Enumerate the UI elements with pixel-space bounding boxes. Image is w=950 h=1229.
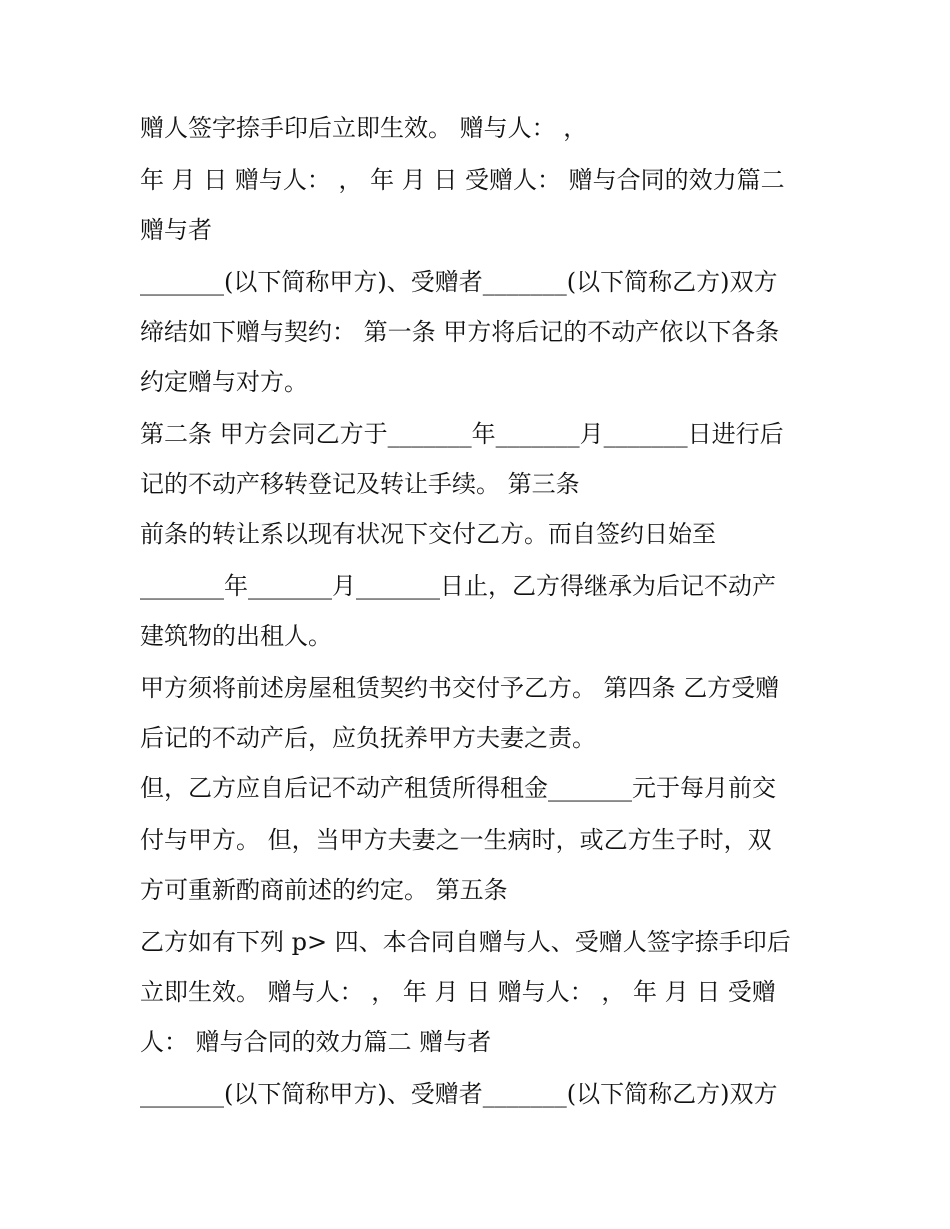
text-line-17: 乙方如有下列 p> 四、本合同自赠与人、受赠人签字捺手印后: [140, 928, 791, 956]
text-line-8: 记的不动产移转登记及转让手续。 第三条: [140, 470, 580, 498]
text-line-15: 付与甲方。 但，当甲方夫妻之一生病时，或乙方生子时，双: [140, 826, 772, 854]
text-line-11: 建筑物的出租人。: [140, 622, 332, 650]
text-line-12: 甲方须将前述房屋租赁契约书交付予乙方。 第四条 乙方受赠: [140, 674, 780, 702]
text-line-5: 缔结如下赠与契约： 第一条 甲方将后记的不动产依以下各条: [140, 318, 780, 346]
text-line-9: 前条的转让系以现有状况下交付乙方。而自签约日始至: [140, 520, 716, 548]
text-line-19: 人： 赠与合同的效力篇二 赠与者: [140, 1028, 492, 1056]
text-line-16: 方可重新酌商前述的约定。 第五条: [140, 876, 508, 904]
text-line-20: _______(以下简称甲方)、受赠者_______(以下简称乙方)双方: [140, 1080, 778, 1108]
text-line-14: 但，乙方应自后记不动产租赁所得租金_______元于每月前交: [140, 774, 776, 802]
text-line-2: 年 月 日 赠与人： ， 年 月 日 受赠人： 赠与合同的效力篇二: [140, 166, 785, 194]
text-line-1: 赠人签字捺手印后立即生效。 赠与人： ，: [140, 114, 588, 142]
text-line-6: 约定赠与对方。: [140, 368, 308, 396]
text-line-18: 立即生效。 赠与人： ， 年 月 日 赠与人： ， 年 月 日 受赠: [140, 978, 776, 1006]
text-line-13: 后记的不动产后，应负抚养甲方夫妻之责。: [140, 724, 596, 752]
text-line-4: _______(以下简称甲方)、受赠者_______(以下简称乙方)双方: [140, 268, 778, 296]
text-line-10: _______年_______月_______日止，乙方得继承为后记不动产: [140, 572, 776, 600]
text-line-3: 赠与者: [140, 216, 212, 244]
text-line-7: 第二条 甲方会同乙方于_______年_______月_______日进行后: [140, 420, 784, 448]
